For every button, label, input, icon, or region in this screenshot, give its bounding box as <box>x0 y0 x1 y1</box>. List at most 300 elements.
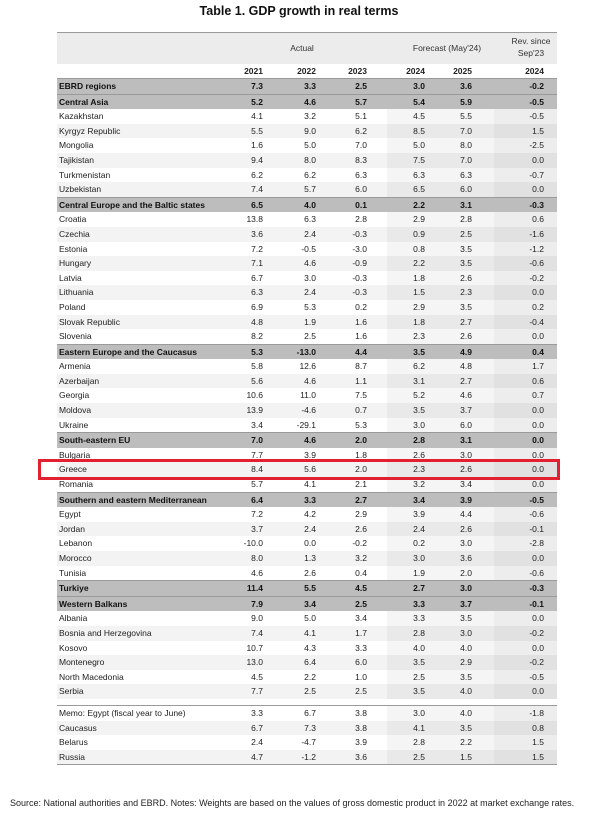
row-label: Tunisia <box>59 567 87 578</box>
row-label: EBRD regions <box>59 81 117 91</box>
cell-value: 0.0 <box>532 331 544 342</box>
cell-value: 4.6 <box>460 390 472 401</box>
cell-value: -1.2 <box>301 751 316 762</box>
cell-value: 0.2 <box>355 301 367 312</box>
cell-value: 0.2 <box>413 538 425 549</box>
row-label: Western Balkans <box>59 598 128 609</box>
cell-value: 3.0 <box>460 627 472 638</box>
cell-value: 4.7 <box>251 751 263 762</box>
cell-value: 7.7 <box>251 449 263 460</box>
cell-value: 3.5 <box>460 301 472 312</box>
cell-value: 3.4 <box>251 419 263 430</box>
row-label: Memo: Egypt (fiscal year to June) <box>59 707 186 718</box>
cell-value: 3.3 <box>413 613 425 624</box>
cell-value: 13.0 <box>246 657 263 668</box>
cell-value: -13.0 <box>296 346 316 357</box>
cell-value: 2.6 <box>304 567 316 578</box>
row-label: Caucasus <box>59 722 97 733</box>
cell-value: 9.0 <box>251 613 263 624</box>
cell-value: 3.8 <box>355 722 367 733</box>
cell-value: 0.0 <box>532 405 544 416</box>
cell-value: 1.3 <box>304 553 316 563</box>
cell-value: 6.7 <box>251 722 263 733</box>
cell-value: 3.3 <box>251 707 263 718</box>
cell-value: 6.3 <box>413 169 425 180</box>
cell-value: 1.9 <box>304 316 316 327</box>
cell-value: 11.0 <box>300 390 316 401</box>
table-group-row <box>57 344 557 360</box>
cell-value: -2.5 <box>529 140 544 151</box>
row-label: Morocco <box>59 553 92 563</box>
row-label: Uzbekistan <box>59 184 102 195</box>
cell-value: 4.1 <box>304 479 316 490</box>
cell-value: 5.0 <box>304 140 316 151</box>
cell-value: 4.9 <box>460 346 472 357</box>
cell-value: 2.2 <box>413 199 425 210</box>
row-label: Mongolia <box>59 140 94 151</box>
cell-value: 2.4 <box>251 737 263 748</box>
row-label: Romania <box>59 479 94 490</box>
header-forecast: Forecast (May'24) <box>412 43 482 53</box>
cell-value: -29.1 <box>296 419 316 430</box>
cell-value: 0.0 <box>532 184 544 195</box>
table-group-row <box>57 432 557 448</box>
table-row <box>57 611 557 626</box>
row-label: Central Europe and the Baltic states <box>59 199 205 210</box>
table-row <box>57 256 557 271</box>
cell-value: 0.6 <box>532 375 544 386</box>
cell-value: 1.5 <box>532 751 544 762</box>
cell-value: -0.3 <box>352 228 367 239</box>
cell-value: -0.4 <box>529 316 544 327</box>
cell-value: 3.7 <box>460 598 472 609</box>
year-col-1: 2021 <box>244 66 263 76</box>
table-row <box>57 684 557 699</box>
cell-value: 3.4 <box>304 598 316 609</box>
table-row <box>57 315 557 330</box>
cell-value: 2.5 <box>355 598 367 609</box>
cell-value: 4.0 <box>460 707 472 718</box>
cell-value: 5.9 <box>460 96 472 107</box>
cell-value: 0.8 <box>413 243 425 254</box>
cell-value: 4.8 <box>251 316 263 327</box>
row-label: Bosnia and Herzegovina <box>59 627 152 638</box>
cell-value: 5.6 <box>251 375 263 386</box>
cell-value: 1.5 <box>413 287 425 298</box>
cell-value: 2.2 <box>304 671 316 682</box>
table-row <box>57 285 557 300</box>
row-label: Kyrgyz Republic <box>59 125 121 136</box>
table-group-row <box>57 580 557 596</box>
cell-value: 2.3 <box>413 464 425 475</box>
table-title: Table 1. GDP growth in real terms <box>199 4 399 18</box>
cell-value: 0.0 <box>532 419 544 430</box>
cell-value: 3.3 <box>413 598 425 609</box>
cell-value: 8.2 <box>251 331 263 342</box>
cell-value: 7.2 <box>251 243 263 254</box>
cell-value: 0.1 <box>355 199 367 210</box>
cell-value: 0.0 <box>304 538 316 549</box>
cell-value: -0.5 <box>529 671 544 682</box>
cell-value: 7.3 <box>251 81 263 91</box>
cell-value: -0.6 <box>529 509 544 520</box>
cell-value: 2.4 <box>413 523 425 534</box>
cell-value: 3.3 <box>304 81 316 91</box>
cell-value: 3.8 <box>355 707 367 718</box>
cell-value: 6.0 <box>460 419 472 430</box>
row-label: Armenia <box>59 361 91 372</box>
source-note: Source: National authorities and EBRD. Notes: Weights are based on the values of gross domestic product in 2022 at market exchange rates. <box>10 798 575 808</box>
cell-value: 6.3 <box>304 214 316 225</box>
table-row <box>57 735 557 750</box>
cell-value: 2.6 <box>460 464 472 475</box>
table-row <box>57 374 557 389</box>
year-col-5: 2025 <box>453 66 472 76</box>
cell-value: 4.6 <box>251 567 263 578</box>
cell-value: 6.0 <box>355 657 367 668</box>
cell-value: 3.9 <box>304 449 316 460</box>
cell-value: -0.1 <box>529 598 544 609</box>
cell-value: 2.1 <box>355 479 367 490</box>
cell-value: -10.0 <box>243 538 263 549</box>
cell-value: -0.1 <box>529 523 544 534</box>
cell-value: 0.0 <box>532 479 544 490</box>
cell-value: -4.6 <box>301 405 316 416</box>
row-label: Belarus <box>59 737 88 748</box>
cell-value: -0.3 <box>352 272 367 283</box>
cell-value: 5.7 <box>304 184 316 195</box>
table-row <box>57 124 557 139</box>
cell-value: 2.5 <box>460 228 472 239</box>
cell-value: -0.7 <box>529 169 544 180</box>
cell-value: 2.9 <box>460 657 472 668</box>
cell-value: 1.0 <box>355 671 367 682</box>
cell-value: 3.0 <box>460 538 472 549</box>
cell-value: 2.8 <box>460 214 472 225</box>
table-bottom-rule <box>57 764 557 765</box>
cell-value: 7.2 <box>251 509 263 520</box>
cell-value: 7.5 <box>413 154 425 165</box>
cell-value: 2.9 <box>413 214 425 225</box>
cell-value: 12.6 <box>299 361 316 372</box>
cell-value: 6.3 <box>460 169 472 180</box>
cell-value: 1.8 <box>355 449 367 460</box>
cell-value: 6.5 <box>251 199 263 210</box>
cell-value: 3.0 <box>413 419 425 430</box>
cell-value: 7.5 <box>355 390 367 401</box>
cell-value: 0.2 <box>532 301 544 312</box>
year-col-3: 2023 <box>348 66 367 76</box>
row-label: Lithuania <box>59 287 94 298</box>
cell-value: 0.0 <box>532 154 544 165</box>
row-label: Ukraine <box>59 419 89 430</box>
cell-value: 5.5 <box>251 125 263 136</box>
cell-value: 2.7 <box>355 494 367 505</box>
row-label: Egypt <box>59 509 81 520</box>
table-row <box>57 168 557 183</box>
cell-value: 0.0 <box>532 686 544 697</box>
cell-value: 5.0 <box>304 613 316 624</box>
table-row <box>57 721 557 736</box>
cell-value: 6.2 <box>355 125 367 136</box>
cell-value: 4.1 <box>251 111 263 122</box>
cell-value: 4.4 <box>460 509 472 520</box>
table-row <box>57 705 557 721</box>
table-row <box>57 418 557 433</box>
header-revision <box>505 35 557 59</box>
table-group-row <box>57 94 557 110</box>
cell-value: 2.0 <box>460 567 472 578</box>
table-row <box>57 300 557 315</box>
cell-value: 2.2 <box>460 737 472 748</box>
cell-value: -1.2 <box>529 243 544 254</box>
cell-value: 3.9 <box>413 509 425 520</box>
table-body <box>57 79 557 764</box>
row-label: North Macedonia <box>59 671 124 682</box>
cell-value: 13.8 <box>246 214 263 225</box>
cell-value: 2.3 <box>460 287 472 298</box>
cell-value: 8.5 <box>413 125 425 136</box>
cell-value: 0.4 <box>355 567 367 578</box>
table-row <box>57 566 557 581</box>
cell-value: 5.7 <box>251 479 263 490</box>
cell-value: 2.0 <box>355 464 367 475</box>
cell-value: 2.8 <box>355 214 367 225</box>
row-label: Montenegro <box>59 657 105 668</box>
cell-value: 4.8 <box>460 361 472 372</box>
cell-value: 1.8 <box>413 316 425 327</box>
cell-value: 1.6 <box>355 316 367 327</box>
cell-value: 5.3 <box>355 419 367 430</box>
cell-value: 2.5 <box>413 751 425 762</box>
cell-value: 2.8 <box>413 627 425 638</box>
cell-value: 3.5 <box>413 346 425 357</box>
cell-value: 3.5 <box>460 258 472 269</box>
cell-value: 4.0 <box>460 686 472 697</box>
cell-value: 3.1 <box>413 375 425 386</box>
table-group-row <box>57 79 557 94</box>
table-header <box>57 32 557 64</box>
cell-value: 5.2 <box>251 96 263 107</box>
row-label: Poland <box>59 301 86 312</box>
cell-value: 3.0 <box>413 81 425 91</box>
cell-value: 3.5 <box>460 243 472 254</box>
cell-value: 2.4 <box>304 523 316 534</box>
cell-value: 3.2 <box>413 479 425 490</box>
cell-value: 3.5 <box>413 657 425 668</box>
cell-value: 3.6 <box>460 553 472 563</box>
cell-value: 2.5 <box>413 671 425 682</box>
table-row <box>57 359 557 374</box>
cell-value: 1.5 <box>532 737 544 748</box>
row-label: Bulgaria <box>59 449 91 460</box>
cell-value: 0.0 <box>532 287 544 298</box>
cell-value: 5.7 <box>355 96 367 107</box>
cell-value: 0.9 <box>413 228 425 239</box>
cell-value: 1.6 <box>251 140 263 151</box>
cell-value: 4.3 <box>304 642 316 653</box>
cell-value: 1.1 <box>355 375 367 386</box>
cell-value: 2.4 <box>304 287 316 298</box>
cell-value: 1.6 <box>355 331 367 342</box>
cell-value: 4.6 <box>304 435 316 446</box>
row-label: Azerbaijan <box>59 375 100 386</box>
cell-value: 4.6 <box>304 96 316 107</box>
table-row <box>57 551 557 566</box>
cell-value: 5.5 <box>304 583 316 594</box>
cell-value: 3.9 <box>460 494 472 505</box>
cell-value: 2.5 <box>304 331 316 342</box>
cell-value: 0.0 <box>532 449 544 460</box>
cell-value: -0.9 <box>352 258 367 269</box>
cell-value: 4.6 <box>304 258 316 269</box>
cell-value: -0.2 <box>529 657 544 668</box>
cell-value: 0.8 <box>532 722 544 733</box>
cell-value: 9.4 <box>251 154 263 165</box>
year-col-2: 2022 <box>297 66 316 76</box>
cell-value: 2.8 <box>413 737 425 748</box>
cell-value: -0.2 <box>529 627 544 638</box>
cell-value: 8.0 <box>304 154 316 165</box>
cell-value: -0.6 <box>529 258 544 269</box>
cell-value: 8.4 <box>251 464 263 475</box>
cell-value: 4.2 <box>304 509 316 520</box>
cell-value: 2.6 <box>460 523 472 534</box>
cell-value: 2.7 <box>460 316 472 327</box>
cell-value: 7.0 <box>460 154 472 165</box>
table-row <box>57 536 557 551</box>
cell-value: 3.1 <box>460 435 472 446</box>
row-label: Russia <box>59 751 85 762</box>
cell-value: 5.6 <box>304 464 316 475</box>
table-row <box>57 670 557 685</box>
row-label: Kosovo <box>59 642 88 653</box>
cell-value: 4.4 <box>355 346 367 357</box>
row-label: Tajikistan <box>59 154 94 165</box>
cell-value: 0.0 <box>532 553 544 563</box>
table-row <box>57 507 557 522</box>
cell-value: 3.6 <box>460 81 472 91</box>
table-row <box>57 329 557 344</box>
cell-value: 5.8 <box>251 361 263 372</box>
cell-value: -0.3 <box>529 199 544 210</box>
cell-value: 1.5 <box>460 751 472 762</box>
cell-value: 2.6 <box>355 523 367 534</box>
cell-value: -4.7 <box>301 737 316 748</box>
table-row <box>57 626 557 641</box>
cell-value: -1.6 <box>529 228 544 239</box>
cell-value: 2.5 <box>355 81 367 91</box>
header-actual: Actual <box>290 43 314 53</box>
cell-value: -2.8 <box>529 538 544 549</box>
table-row <box>57 271 557 286</box>
cell-value: 3.6 <box>251 228 263 239</box>
cell-value: 5.2 <box>413 390 425 401</box>
cell-value: 2.6 <box>413 449 425 460</box>
year-col-4: 2024 <box>406 66 425 76</box>
row-label: Southern and eastern Mediterranean <box>59 494 207 505</box>
cell-value: 3.0 <box>413 707 425 718</box>
highlight-box <box>38 459 560 480</box>
cell-value: -0.2 <box>529 81 544 91</box>
cell-value: 7.3 <box>304 722 316 733</box>
cell-value: 4.0 <box>413 642 425 653</box>
cell-value: 5.3 <box>251 346 263 357</box>
cell-value: 4.0 <box>460 642 472 653</box>
cell-value: 3.1 <box>460 199 472 210</box>
row-label: Central Asia <box>59 96 109 107</box>
row-label: Latvia <box>59 272 82 283</box>
cell-value: 3.4 <box>355 613 367 624</box>
cell-value: 1.5 <box>532 125 544 136</box>
cell-value: 4.1 <box>304 627 316 638</box>
cell-value: 3.0 <box>304 272 316 283</box>
cell-value: 0.0 <box>532 642 544 653</box>
cell-value: 2.0 <box>355 435 367 446</box>
row-label: Georgia <box>59 390 90 401</box>
cell-value: 4.6 <box>304 375 316 386</box>
cell-value: 6.0 <box>460 184 472 195</box>
row-label: Albania <box>59 613 88 624</box>
row-label: Turkmenistan <box>59 169 111 180</box>
cell-value: 6.3 <box>355 169 367 180</box>
header-revision-line2: Sep'23 <box>517 48 545 58</box>
cell-value: 0.4 <box>532 346 544 357</box>
cell-value: 4.5 <box>413 111 425 122</box>
cell-value: 7.4 <box>251 184 263 195</box>
cell-value: 0.0 <box>532 464 544 475</box>
cell-value: 3.4 <box>460 479 472 490</box>
cell-value: 6.0 <box>355 184 367 195</box>
cell-value: 6.5 <box>413 184 425 195</box>
cell-value: 3.3 <box>304 494 316 505</box>
table-row <box>57 138 557 153</box>
cell-value: 6.9 <box>251 301 263 312</box>
cell-value: 10.7 <box>246 642 263 653</box>
cell-value: 8.0 <box>460 140 472 151</box>
cell-value: 3.2 <box>355 553 367 563</box>
cell-value: 8.7 <box>355 361 367 372</box>
cell-value: -0.6 <box>529 567 544 578</box>
cell-value: 10.6 <box>246 390 263 401</box>
cell-value: -1.8 <box>529 707 544 718</box>
cell-value: 5.3 <box>304 301 316 312</box>
cell-value: -0.5 <box>529 494 544 505</box>
cell-value: 2.6 <box>460 331 472 342</box>
cell-value: 7.0 <box>460 125 472 136</box>
table-row <box>57 750 557 765</box>
cell-value: 5.0 <box>413 140 425 151</box>
cell-value: 3.5 <box>460 722 472 733</box>
table-row <box>57 242 557 257</box>
cell-value: 3.0 <box>460 583 472 594</box>
cell-value: 8.0 <box>251 553 263 563</box>
cell-value: 7.1 <box>251 258 263 269</box>
cell-value: 3.3 <box>355 642 367 653</box>
cell-value: 5.4 <box>413 96 425 107</box>
cell-value: 7.9 <box>251 598 263 609</box>
table-row <box>57 403 557 418</box>
cell-value: 3.0 <box>413 553 425 563</box>
cell-value: 3.2 <box>304 111 316 122</box>
cell-value: -0.2 <box>529 272 544 283</box>
table-group-row <box>57 197 557 213</box>
cell-value: 3.5 <box>460 671 472 682</box>
cell-value: 8.3 <box>355 154 367 165</box>
cell-value: -0.5 <box>529 96 544 107</box>
row-label: South-eastern EU <box>59 435 131 446</box>
cell-value: 2.9 <box>413 301 425 312</box>
